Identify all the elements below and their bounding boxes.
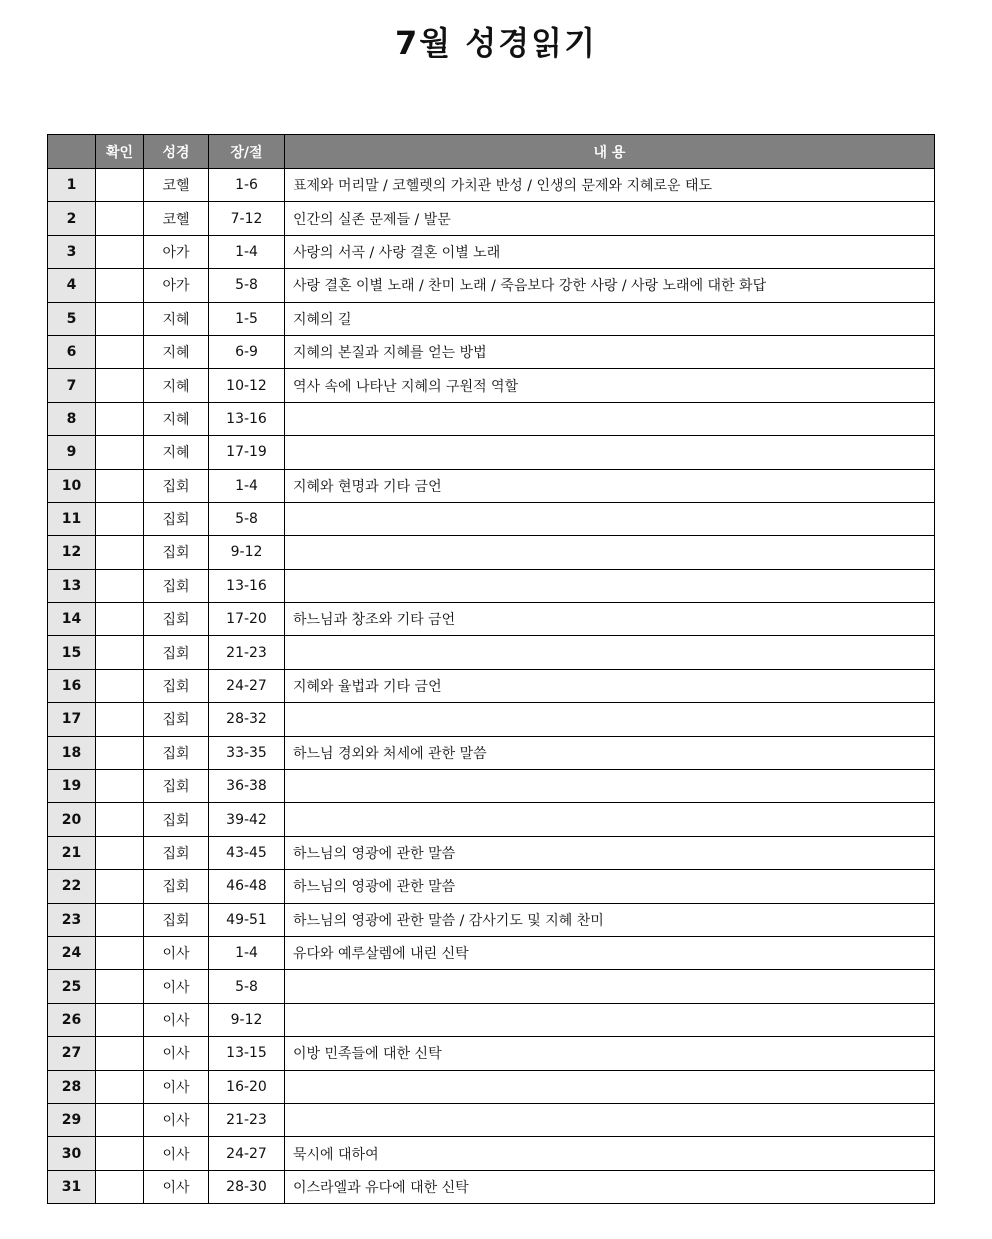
check-cell[interactable] — [96, 603, 144, 636]
content-cell: 묵시에 대하여 — [285, 1137, 935, 1170]
table-row — [48, 169, 935, 202]
check-cell[interactable] — [96, 736, 144, 769]
check-cell[interactable] — [96, 469, 144, 502]
table-row — [48, 1037, 935, 1070]
content-cell — [285, 703, 935, 736]
table-row — [48, 369, 935, 402]
content-cell — [285, 502, 935, 535]
table-row — [48, 1137, 935, 1170]
content-cell: 지혜와 현명과 기타 금언 — [285, 469, 935, 502]
content-cell: 이방 민족들에 대한 신탁 — [285, 1037, 935, 1070]
chapter-cell: 9-12 — [209, 536, 285, 569]
check-cell[interactable] — [96, 335, 144, 368]
book-cell: 지혜 — [144, 402, 209, 435]
content-cell: 하느님의 영광에 관한 말씀 — [285, 870, 935, 903]
book-cell: 집회 — [144, 736, 209, 769]
row-number: 21 — [48, 836, 96, 869]
row-number: 10 — [48, 469, 96, 502]
chapter-cell: 6-9 — [209, 335, 285, 368]
book-cell: 집회 — [144, 469, 209, 502]
chapter-cell: 39-42 — [209, 803, 285, 836]
table-row — [48, 1103, 935, 1136]
check-cell[interactable] — [96, 1070, 144, 1103]
book-cell: 지혜 — [144, 369, 209, 402]
row-number: 8 — [48, 402, 96, 435]
chapter-cell: 46-48 — [209, 870, 285, 903]
table-row — [48, 703, 935, 736]
table-header-row — [48, 135, 935, 169]
chapter-cell: 5-8 — [209, 502, 285, 535]
table-row — [48, 335, 935, 368]
table-row — [48, 803, 935, 836]
chapter-cell: 13-16 — [209, 569, 285, 602]
row-number: 17 — [48, 703, 96, 736]
row-number: 23 — [48, 903, 96, 936]
content-cell — [285, 803, 935, 836]
book-cell: 이사 — [144, 1037, 209, 1070]
check-cell[interactable] — [96, 402, 144, 435]
book-cell: 이사 — [144, 970, 209, 1003]
row-number: 4 — [48, 269, 96, 302]
check-cell[interactable] — [96, 369, 144, 402]
table-row — [48, 302, 935, 335]
header-content: 내 용 — [285, 135, 935, 169]
content-cell — [285, 569, 935, 602]
row-number: 22 — [48, 870, 96, 903]
book-cell: 지혜 — [144, 335, 209, 368]
check-cell[interactable] — [96, 502, 144, 535]
chapter-cell: 1-4 — [209, 469, 285, 502]
check-cell[interactable] — [96, 536, 144, 569]
check-cell[interactable] — [96, 836, 144, 869]
row-number: 6 — [48, 335, 96, 368]
content-cell — [285, 770, 935, 803]
chapter-cell: 5-8 — [209, 970, 285, 1003]
row-number: 5 — [48, 302, 96, 335]
check-cell[interactable] — [96, 1037, 144, 1070]
book-cell: 이사 — [144, 936, 209, 969]
row-number: 13 — [48, 569, 96, 602]
row-number: 11 — [48, 502, 96, 535]
row-number: 26 — [48, 1003, 96, 1036]
content-cell: 하느님 경외와 처세에 관한 말씀 — [285, 736, 935, 769]
chapter-cell: 28-32 — [209, 703, 285, 736]
content-cell: 표제와 머리말 / 코헬렛의 가치관 반성 / 인생의 문제와 지혜로운 태도 — [285, 169, 935, 202]
book-cell: 이사 — [144, 1070, 209, 1103]
content-cell — [285, 1070, 935, 1103]
content-cell: 지혜의 본질과 지혜를 얻는 방법 — [285, 335, 935, 368]
content-cell: 역사 속에 나타난 지혜의 구원적 역할 — [285, 369, 935, 402]
check-cell[interactable] — [96, 169, 144, 202]
chapter-cell: 36-38 — [209, 770, 285, 803]
book-cell: 이사 — [144, 1003, 209, 1036]
table-row — [48, 770, 935, 803]
table-row — [48, 603, 935, 636]
content-cell: 하느님의 영광에 관한 말씀 — [285, 836, 935, 869]
book-cell: 집회 — [144, 569, 209, 602]
table-row — [48, 636, 935, 669]
table-row — [48, 669, 935, 702]
check-cell[interactable] — [96, 636, 144, 669]
table-row — [48, 402, 935, 435]
check-cell[interactable] — [96, 569, 144, 602]
chapter-cell: 1-6 — [209, 169, 285, 202]
content-cell — [285, 1103, 935, 1136]
chapter-cell: 1-4 — [209, 235, 285, 268]
chapter-cell: 21-23 — [209, 636, 285, 669]
header-num — [48, 135, 96, 169]
chapter-cell: 28-30 — [209, 1170, 285, 1203]
book-cell: 집회 — [144, 603, 209, 636]
row-number: 20 — [48, 803, 96, 836]
row-number: 29 — [48, 1103, 96, 1136]
check-cell[interactable] — [96, 1170, 144, 1203]
check-cell[interactable] — [96, 269, 144, 302]
content-cell: 하느님과 창조와 기타 금언 — [285, 603, 935, 636]
page-title: 7월 성경읽기 — [395, 24, 597, 62]
row-number: 2 — [48, 202, 96, 235]
book-cell: 집회 — [144, 836, 209, 869]
check-cell[interactable] — [96, 202, 144, 235]
chapter-cell: 16-20 — [209, 1070, 285, 1103]
table-row — [48, 736, 935, 769]
table-row — [48, 235, 935, 268]
table-row — [48, 903, 935, 936]
book-cell: 아가 — [144, 235, 209, 268]
content-cell — [285, 1003, 935, 1036]
table-row — [48, 436, 935, 469]
book-cell: 이사 — [144, 1170, 209, 1203]
check-cell[interactable] — [96, 703, 144, 736]
book-cell: 집회 — [144, 502, 209, 535]
content-cell — [285, 636, 935, 669]
chapter-cell: 1-5 — [209, 302, 285, 335]
content-cell: 사랑의 서곡 / 사랑 결혼 이별 노래 — [285, 235, 935, 268]
row-number: 14 — [48, 603, 96, 636]
chapter-cell: 21-23 — [209, 1103, 285, 1136]
check-cell[interactable] — [96, 970, 144, 1003]
content-cell: 하느님의 영광에 관한 말씀 / 감사기도 및 지혜 찬미 — [285, 903, 935, 936]
row-number: 28 — [48, 1070, 96, 1103]
table-row — [48, 1070, 935, 1103]
row-number: 18 — [48, 736, 96, 769]
content-cell — [285, 536, 935, 569]
row-number: 3 — [48, 235, 96, 268]
content-cell — [285, 402, 935, 435]
table-row — [48, 536, 935, 569]
content-cell — [285, 436, 935, 469]
check-cell[interactable] — [96, 302, 144, 335]
check-cell[interactable] — [96, 936, 144, 969]
book-cell: 집회 — [144, 636, 209, 669]
book-cell: 코헬 — [144, 202, 209, 235]
content-cell: 지혜와 율법과 기타 금언 — [285, 669, 935, 702]
book-cell: 집회 — [144, 803, 209, 836]
check-cell[interactable] — [96, 803, 144, 836]
row-number: 25 — [48, 970, 96, 1003]
row-number: 9 — [48, 436, 96, 469]
table-row — [48, 970, 935, 1003]
header-check: 확인 — [96, 135, 144, 169]
book-cell: 지혜 — [144, 436, 209, 469]
content-cell: 사랑 결혼 이별 노래 / 찬미 노래 / 죽음보다 강한 사랑 / 사랑 노래에 대한 화답 — [285, 269, 935, 302]
content-cell: 지혜의 길 — [285, 302, 935, 335]
header-chapter: 장/절 — [209, 135, 285, 169]
check-cell[interactable] — [96, 669, 144, 702]
book-cell: 이사 — [144, 1137, 209, 1170]
table-row — [48, 1003, 935, 1036]
check-cell[interactable] — [96, 1137, 144, 1170]
book-cell: 집회 — [144, 536, 209, 569]
chapter-cell: 43-45 — [209, 836, 285, 869]
table-row — [48, 502, 935, 535]
book-cell: 집회 — [144, 870, 209, 903]
chapter-cell: 7-12 — [209, 202, 285, 235]
chapter-cell: 13-15 — [209, 1037, 285, 1070]
table-row — [48, 469, 935, 502]
chapter-cell: 5-8 — [209, 269, 285, 302]
book-cell: 이사 — [144, 1103, 209, 1136]
content-cell: 유다와 예루살렘에 내린 신탁 — [285, 936, 935, 969]
book-cell: 집회 — [144, 770, 209, 803]
chapter-cell: 33-35 — [209, 736, 285, 769]
check-cell[interactable] — [96, 1103, 144, 1136]
chapter-cell: 49-51 — [209, 903, 285, 936]
table-row — [48, 836, 935, 869]
row-number: 30 — [48, 1137, 96, 1170]
check-cell[interactable] — [96, 235, 144, 268]
table-row — [48, 202, 935, 235]
row-number: 27 — [48, 1037, 96, 1070]
row-number: 7 — [48, 369, 96, 402]
table-row — [48, 1170, 935, 1203]
book-cell: 지혜 — [144, 302, 209, 335]
table-row — [48, 569, 935, 602]
table-row — [48, 936, 935, 969]
header-book: 성경 — [144, 135, 209, 169]
book-cell: 집회 — [144, 669, 209, 702]
row-number: 16 — [48, 669, 96, 702]
table-row — [48, 269, 935, 302]
check-cell[interactable] — [96, 1003, 144, 1036]
check-cell[interactable] — [96, 770, 144, 803]
row-number: 19 — [48, 770, 96, 803]
chapter-cell: 13-16 — [209, 402, 285, 435]
content-cell — [285, 970, 935, 1003]
row-number: 1 — [48, 169, 96, 202]
book-cell: 집회 — [144, 703, 209, 736]
chapter-cell: 10-12 — [209, 369, 285, 402]
chapter-cell: 9-12 — [209, 1003, 285, 1036]
row-number: 31 — [48, 1170, 96, 1203]
chapter-cell: 17-19 — [209, 436, 285, 469]
row-number: 24 — [48, 936, 96, 969]
chapter-cell: 24-27 — [209, 1137, 285, 1170]
content-cell: 인간의 실존 문제들 / 발문 — [285, 202, 935, 235]
row-number: 12 — [48, 536, 96, 569]
row-number: 15 — [48, 636, 96, 669]
chapter-cell: 1-4 — [209, 936, 285, 969]
chapter-cell: 24-27 — [209, 669, 285, 702]
check-cell[interactable] — [96, 903, 144, 936]
chapter-cell: 17-20 — [209, 603, 285, 636]
table-row — [48, 870, 935, 903]
check-cell[interactable] — [96, 870, 144, 903]
check-cell[interactable] — [96, 436, 144, 469]
reading-schedule-table — [47, 134, 935, 1204]
book-cell: 아가 — [144, 269, 209, 302]
book-cell: 집회 — [144, 903, 209, 936]
book-cell: 코헬 — [144, 169, 209, 202]
content-cell: 이스라엘과 유다에 대한 신탁 — [285, 1170, 935, 1203]
